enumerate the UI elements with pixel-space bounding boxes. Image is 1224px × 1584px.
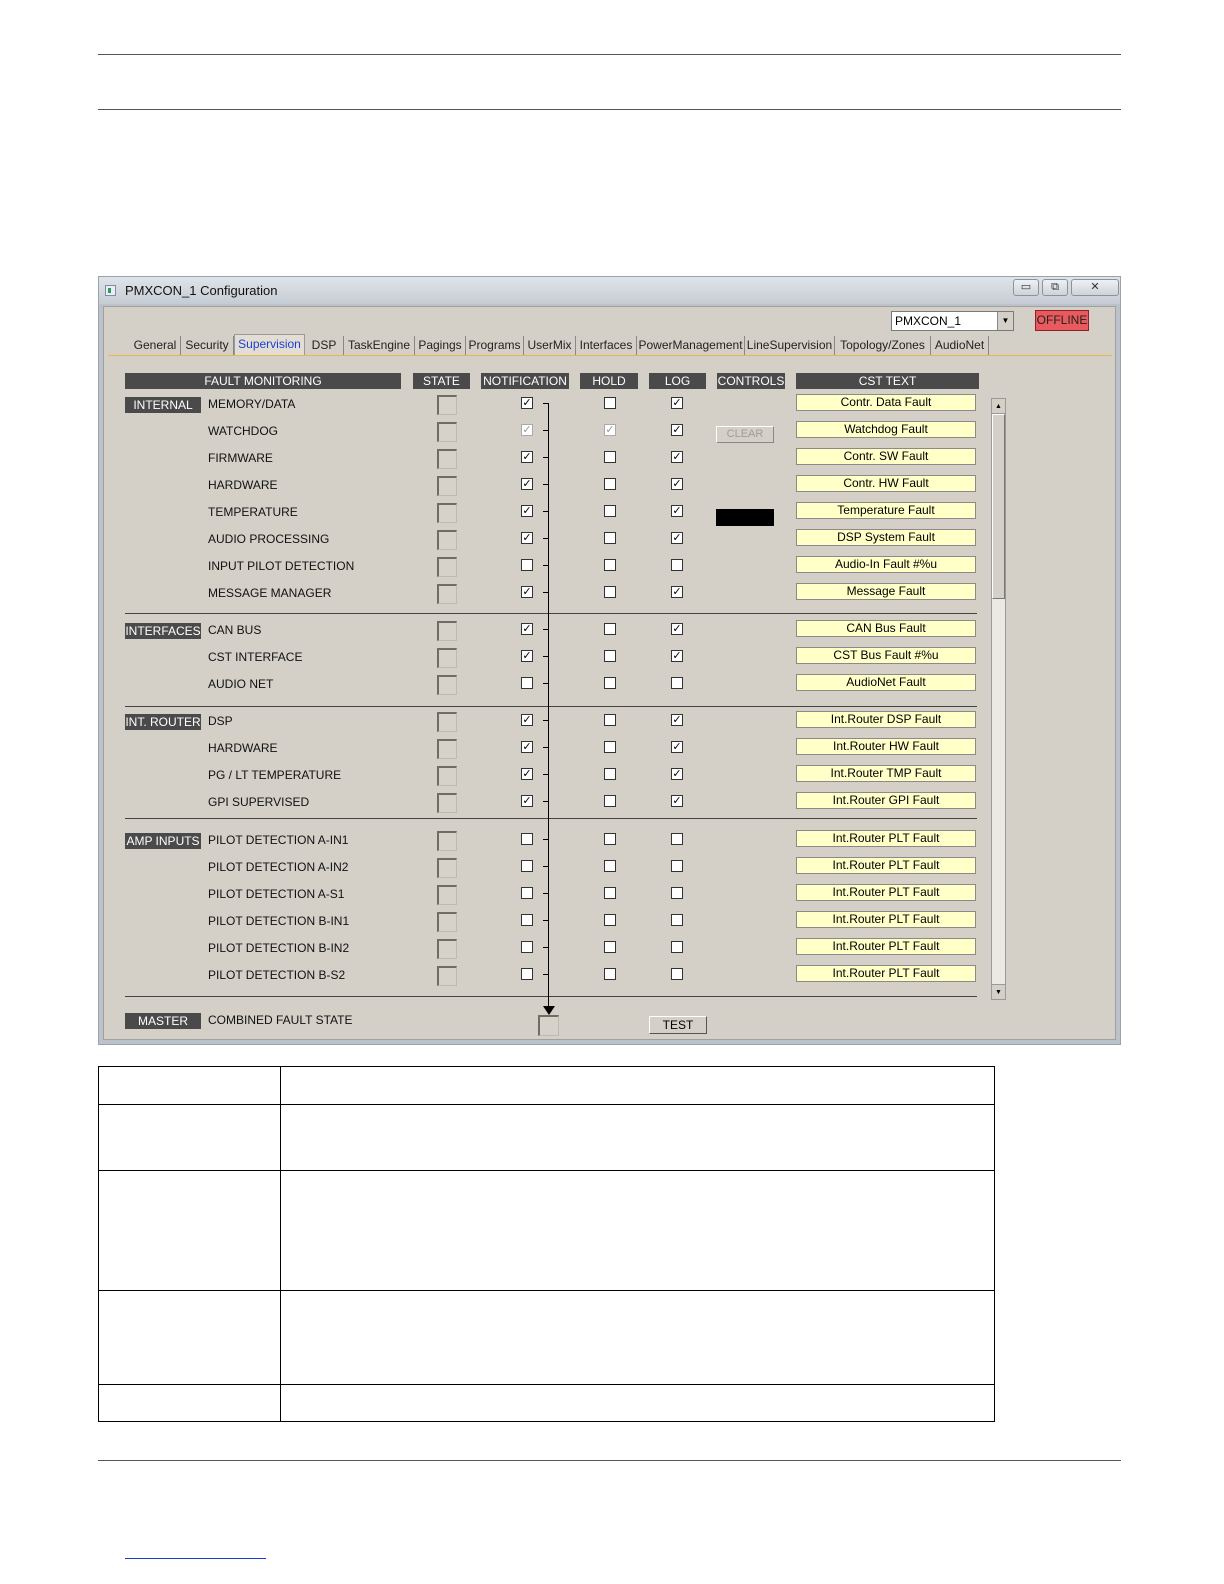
log-checkbox[interactable]: ✓ (672, 397, 682, 409)
fault-row-label: WATCHDOG (208, 424, 278, 438)
minimize-icon[interactable]: ▭ (1013, 279, 1039, 296)
log-checkbox[interactable]: ✓ (672, 478, 682, 490)
hold-checkbox[interactable] (604, 914, 616, 926)
description-table (98, 1066, 995, 1422)
hold-checkbox[interactable] (604, 623, 616, 635)
config-window (98, 276, 1121, 1045)
tab-bar (124, 336, 1014, 356)
notification-checkbox[interactable]: ✓ (522, 623, 532, 635)
group-tag: INTERFACES (125, 624, 201, 638)
fault-state-indicator (437, 621, 457, 641)
tab-interfaces[interactable]: Interfaces (576, 336, 637, 355)
fault-row-label: MESSAGE MANAGER (208, 586, 332, 600)
notification-checkbox[interactable]: ✓ (522, 714, 532, 726)
fault-state-indicator (437, 476, 457, 496)
table-row-divider (99, 1104, 994, 1105)
log-checkbox[interactable]: ✓ (672, 505, 682, 517)
hold-checkbox[interactable] (604, 833, 616, 845)
hold-checkbox[interactable] (604, 559, 616, 571)
group-divider (125, 996, 977, 997)
fault-state-indicator (437, 648, 457, 668)
log-checkbox[interactable] (671, 559, 683, 571)
cst-text-field[interactable]: Int.Router PLT Fault (796, 965, 976, 982)
notification-checkbox[interactable]: ✓ (522, 532, 532, 544)
tab-security[interactable]: Security (181, 336, 234, 355)
combined-fault-state-indicator (538, 1015, 559, 1036)
tab-audionet[interactable]: AudioNet (931, 336, 989, 355)
fault-state-indicator (437, 793, 457, 813)
temperature-indicator (716, 509, 774, 526)
fault-row-label: PG / LT TEMPERATURE (208, 768, 342, 782)
cst-text-field[interactable]: Audio-In Fault #%u (796, 556, 976, 573)
fault-row-label: CAN BUS (208, 623, 262, 637)
notification-checkbox[interactable] (521, 677, 533, 689)
table-column-divider (280, 1067, 281, 1421)
log-checkbox[interactable] (671, 968, 683, 980)
log-checkbox[interactable] (671, 677, 683, 689)
table-row-divider (99, 1384, 994, 1385)
group-divider (125, 706, 977, 707)
fault-state-indicator (437, 739, 457, 759)
hold-checkbox[interactable] (604, 941, 616, 953)
fault-row-label: CST INTERFACE (208, 650, 303, 664)
cst-text-field[interactable]: Contr. Data Fault (796, 394, 976, 411)
tab-usermix[interactable]: UserMix (524, 336, 576, 355)
fault-row-label: AUDIO PROCESSING (208, 532, 330, 546)
cst-text-field[interactable]: Int.Router HW Fault (796, 738, 976, 755)
cst-text-field[interactable]: Int.Router GPI Fault (796, 792, 976, 809)
tab-linesupervision[interactable]: LineSupervision (745, 336, 835, 355)
notification-checkbox[interactable] (521, 941, 533, 953)
header-rule-top (98, 54, 1121, 55)
group-tag: INT. ROUTER (125, 715, 201, 729)
maximize-icon[interactable]: ⧉ (1042, 279, 1068, 296)
tab-supervision[interactable]: Supervision (234, 334, 305, 355)
hold-checkbox[interactable] (604, 478, 616, 490)
hold-checkbox[interactable] (604, 741, 616, 753)
log-checkbox[interactable]: ✓ (672, 714, 682, 726)
log-checkbox[interactable]: ✓ (672, 532, 682, 544)
hold-checkbox[interactable] (604, 768, 616, 780)
cst-text-field[interactable]: Int.Router PLT Fault (796, 857, 976, 874)
log-checkbox[interactable]: ✓ (672, 451, 682, 463)
cst-text-field[interactable]: DSP System Fault (796, 529, 976, 546)
cst-text-field[interactable]: CST Bus Fault #%u (796, 647, 976, 664)
fault-row-label: DSP (208, 714, 233, 728)
combined-fault-state-label: COMBINED FAULT STATE (208, 1013, 353, 1027)
log-checkbox[interactable] (671, 833, 683, 845)
notification-checkbox[interactable]: ✓ (522, 478, 532, 490)
tab-programs[interactable]: Programs (466, 336, 524, 355)
fault-state-indicator (437, 858, 457, 878)
notification-checkbox[interactable] (521, 833, 533, 845)
fault-row-label: AUDIO NET (208, 677, 274, 691)
group-tag-master: MASTER (125, 1013, 201, 1029)
cst-text-field[interactable]: Int.Router PLT Fault (796, 938, 976, 955)
fault-state-indicator (437, 939, 457, 959)
header-log: LOG (649, 373, 706, 389)
vertical-scrollbar[interactable] (991, 398, 1006, 1000)
fault-state-indicator (437, 966, 457, 986)
cst-text-field[interactable]: Temperature Fault (796, 502, 976, 519)
notification-checkbox[interactable]: ✓ (522, 586, 532, 598)
cst-text-field[interactable]: Watchdog Fault (796, 421, 976, 438)
hold-checkbox[interactable] (604, 451, 616, 463)
notification-checkbox[interactable]: ✓ (522, 741, 532, 753)
fault-row-label: PILOT DETECTION B-IN1 (208, 914, 350, 928)
cst-text-field[interactable]: Int.Router PLT Fault (796, 830, 976, 847)
header-hold: HOLD (580, 373, 638, 389)
group-tag: AMP INPUTS (126, 834, 200, 848)
unit-select[interactable] (891, 311, 1014, 331)
fault-state-indicator (437, 885, 457, 905)
notification-checkbox[interactable]: ✓ (522, 397, 532, 409)
fault-row-label: PILOT DETECTION A-IN2 (208, 860, 349, 874)
fault-state-indicator (437, 449, 457, 469)
fault-state-indicator (437, 912, 457, 932)
hold-checkbox[interactable] (604, 397, 616, 409)
notification-checkbox[interactable]: ✓ (522, 650, 532, 662)
header-cst-text: CST TEXT (796, 373, 979, 389)
cst-text-field[interactable]: Message Fault (796, 583, 976, 600)
log-checkbox[interactable] (671, 941, 683, 953)
table-row-divider (99, 1290, 994, 1291)
notification-checkbox[interactable] (521, 887, 533, 899)
unit-select-value: PMXCON_1 (895, 314, 962, 328)
cst-text-field[interactable]: Int.Router PLT Fault (796, 884, 976, 901)
fault-row-label: TEMPERATURE (208, 505, 298, 519)
fault-state-indicator (437, 831, 457, 851)
title-bar[interactable] (99, 277, 1120, 304)
log-checkbox[interactable]: ✓ (672, 795, 682, 807)
cst-text-field[interactable]: CAN Bus Fault (796, 620, 976, 637)
tab-general[interactable]: General (130, 336, 181, 355)
cst-text-field[interactable]: Contr. SW Fault (796, 448, 976, 465)
hold-checkbox[interactable] (604, 795, 616, 807)
hold-checkbox[interactable] (604, 968, 616, 980)
fault-state-indicator (437, 557, 457, 577)
header-rule-bottom (98, 109, 1121, 110)
notification-checkbox[interactable] (521, 559, 533, 571)
fault-state-indicator (437, 503, 457, 523)
notification-checkbox[interactable] (521, 968, 533, 980)
tab-underline (108, 355, 1112, 356)
group-tag: INTERNAL (125, 397, 201, 413)
notification-checkbox[interactable]: ✓ (522, 795, 532, 807)
hold-checkbox[interactable] (604, 586, 616, 598)
cst-text-field[interactable]: AudioNet Fault (796, 674, 976, 691)
table-row-divider (99, 1170, 994, 1171)
log-checkbox[interactable]: ✓ (672, 741, 682, 753)
notification-checkbox[interactable]: ✓ (522, 451, 532, 463)
header-state: STATE (413, 373, 470, 389)
notification-checkbox[interactable]: ✓ (522, 424, 532, 436)
scroll-thumb[interactable] (992, 414, 1005, 599)
notification-bus-line (548, 404, 549, 1014)
scroll-down-icon[interactable]: ▼ (992, 984, 1005, 999)
supervision-panel (103, 306, 1116, 1040)
close-icon[interactable]: ✕ (1071, 279, 1119, 296)
fault-state-indicator (437, 712, 457, 732)
fault-row-label: PILOT DETECTION A-IN1 (208, 833, 349, 847)
log-checkbox[interactable] (671, 914, 683, 926)
fault-row-label: HARDWARE (208, 478, 278, 492)
fault-row-label: INPUT PILOT DETECTION (208, 559, 355, 573)
fault-row-label: PILOT DETECTION B-S2 (208, 968, 346, 982)
tab-topology-zones[interactable]: Topology/Zones (835, 336, 931, 355)
fault-state-indicator (437, 584, 457, 604)
group-divider (125, 613, 977, 614)
cst-text-field[interactable]: Contr. HW Fault (796, 475, 976, 492)
notification-checkbox[interactable]: ✓ (522, 768, 532, 780)
header-notification: NOTIFICATION (481, 373, 569, 389)
chevron-down-icon[interactable]: ▼ (997, 312, 1013, 330)
fault-row-label: PILOT DETECTION B-IN2 (208, 941, 350, 955)
notification-checkbox[interactable] (521, 860, 533, 872)
fault-state-indicator (437, 675, 457, 695)
fault-state-indicator (437, 766, 457, 786)
log-checkbox[interactable]: ✓ (672, 768, 682, 780)
fault-row-label: MEMORY/DATA (208, 397, 296, 411)
fault-row-label: HARDWARE (208, 741, 278, 755)
cst-text-field[interactable]: Int.Router PLT Fault (796, 911, 976, 928)
hold-checkbox[interactable]: ✓ (605, 424, 615, 436)
fault-row-label: FIRMWARE (208, 451, 273, 465)
header-controls: CONTROLS (717, 374, 785, 388)
tab-powermanagement[interactable]: PowerManagement (637, 336, 745, 355)
log-checkbox[interactable]: ✓ (672, 586, 682, 598)
header-fault-monitoring: FAULT MONITORING (125, 373, 401, 389)
footer-rule (98, 1460, 1121, 1461)
notification-checkbox[interactable] (521, 914, 533, 926)
hold-checkbox[interactable] (604, 887, 616, 899)
hold-checkbox[interactable] (604, 650, 616, 662)
log-checkbox[interactable]: ✓ (672, 424, 682, 436)
fault-state-indicator (437, 395, 457, 415)
fault-row-label: GPI SUPERVISED (208, 795, 310, 809)
hold-checkbox[interactable] (604, 714, 616, 726)
scroll-up-icon[interactable]: ▲ (992, 399, 1005, 414)
fault-row-label: PILOT DETECTION A-S1 (208, 887, 345, 901)
cst-text-field[interactable]: Int.Router TMP Fault (796, 765, 976, 782)
offline-status-badge: OFFLINE (1035, 310, 1089, 331)
window-title: PMXCON_1 Configuration (125, 283, 278, 298)
hold-checkbox[interactable] (604, 532, 616, 544)
cst-text-field[interactable]: Int.Router DSP Fault (796, 711, 976, 728)
hold-checkbox[interactable] (604, 677, 616, 689)
log-checkbox[interactable] (671, 887, 683, 899)
hold-checkbox[interactable] (604, 505, 616, 517)
tab-taskengine[interactable]: TaskEngine (344, 336, 415, 355)
app-icon (105, 285, 116, 296)
fault-state-indicator (437, 530, 457, 550)
notification-checkbox[interactable]: ✓ (522, 505, 532, 517)
fault-state-indicator (437, 422, 457, 442)
hold-checkbox[interactable] (604, 860, 616, 872)
clear-button[interactable]: CLEAR (716, 426, 774, 443)
arrow-down-icon (543, 1006, 555, 1015)
log-checkbox[interactable]: ✓ (672, 623, 682, 635)
log-checkbox[interactable] (671, 860, 683, 872)
group-divider (125, 818, 977, 819)
log-checkbox[interactable]: ✓ (672, 650, 682, 662)
test-button[interactable]: TEST (649, 1016, 707, 1034)
tab-pagings[interactable]: Pagings (415, 336, 466, 355)
footer-link-underline[interactable] (125, 1558, 266, 1559)
tab-dsp[interactable]: DSP (305, 336, 344, 355)
